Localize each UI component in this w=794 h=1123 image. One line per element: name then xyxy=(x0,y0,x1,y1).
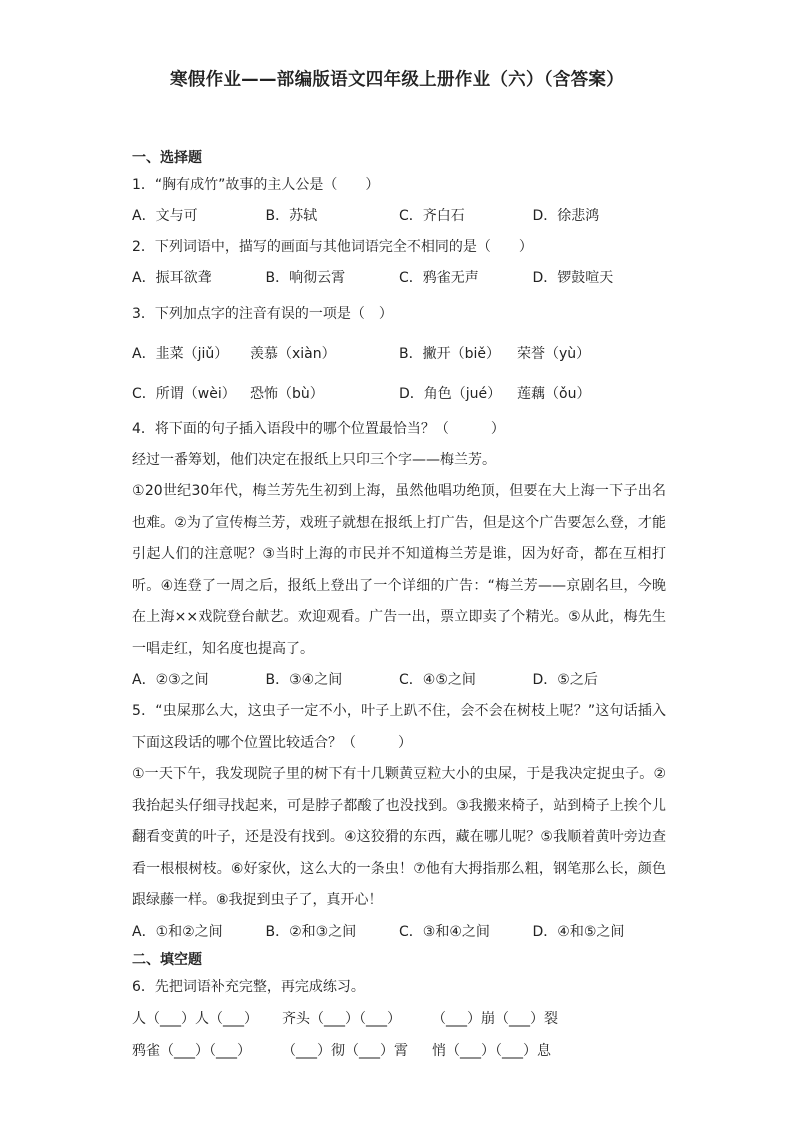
q3-option-a[interactable] xyxy=(132,334,399,374)
section-heading-choice: 一、选择题 xyxy=(132,150,202,166)
q2-option-c[interactable]: C．鸦雀无声 xyxy=(399,270,479,286)
q3-option-b-word-2: 荣誉（yù） xyxy=(517,346,591,362)
section-heading-fill: 二、填空题 xyxy=(132,951,202,968)
q5-option-b[interactable]: B．②和③之间 xyxy=(265,923,357,940)
q4-option-b[interactable]: B．③④之间 xyxy=(265,672,343,688)
q1-option-c[interactable]: C．齐白石 xyxy=(399,208,465,224)
q3-option-a-word-1: A．韭菜（jiǔ） xyxy=(132,346,229,362)
q6-blank-idiom-1[interactable]: 人（___）人（___） xyxy=(132,1010,258,1027)
q5-option-d[interactable]: D．④和⑤之间 xyxy=(532,923,625,940)
q5-option-a[interactable]: A．①和②之间 xyxy=(132,923,223,940)
question-4-stem: 4．将下面的句子插入语段中的哪个位置最恰当？（ ） xyxy=(132,421,505,437)
q6-word-row-1 xyxy=(132,1003,666,1035)
q4-option-a[interactable]: A．②③之间 xyxy=(132,672,209,688)
q3-option-b-word-1: B．撇开（biě） xyxy=(399,346,500,362)
q3-option-d-word-2: 莲藕（ǒu） xyxy=(517,386,591,402)
q4-option-c[interactable]: C．④⑤之间 xyxy=(399,672,476,688)
q3-option-a-word-2: 羡慕（xiàn） xyxy=(250,346,336,362)
q6-word-row-2 xyxy=(132,1035,666,1067)
question-4-passage-text: ①20世纪30年代，梅兰芳先生初到上海，虽然他唱功绝顶，但要在大上海一下子出名也难。②为了宣传梅兰芳，戏班子就想在报纸上打广告，但是这个广告要怎么登，才能引起人们的注意呢？③当时上海的市民并不知道梅兰芳是谁，因为好奇，都在互相打听。④连登了一周之后，报纸上登出了一个详细的广告：“梅兰芳——京剧名旦，今晚在上海××戏院登台献艺。欢迎观看。广告一出，票立即卖了个精光。⑤从此，梅先生一唱走红，知名度也提高了。 xyxy=(132,483,666,657)
q3-option-b[interactable] xyxy=(399,334,666,374)
q1-option-d[interactable]: D．徐悲鸿 xyxy=(532,208,600,224)
question-3-stem: 3．下列加点字的注音有误的一项是（ ） xyxy=(132,306,393,322)
q6-blank-idiom-2[interactable]: 齐头（___）（___） xyxy=(282,1010,401,1027)
q3-option-c[interactable] xyxy=(132,374,399,414)
q1-option-b[interactable]: B．苏轼 xyxy=(265,208,318,224)
q3-option-d[interactable] xyxy=(399,374,666,414)
worksheet-content xyxy=(132,146,666,1067)
question-1-options xyxy=(132,201,666,232)
question-5-stem: 5．“虫屎那么大，这虫子一定不小，叶子上趴不住，会不会在树枝上呢？”这句话插入下面这段话的哪个位置比较适合？（ ） xyxy=(132,703,666,751)
question-6-stem: 6．先把词语补充完整，再完成练习。 xyxy=(132,978,365,995)
question-3-options-row-1 xyxy=(132,334,666,374)
q4-option-d[interactable]: D．⑤之后 xyxy=(532,672,598,688)
q3-option-c-word-2: 恐怖（bù） xyxy=(250,386,324,402)
q6-blank-idiom-6[interactable]: 悄（___）（___）息 xyxy=(432,1042,551,1059)
q2-option-d[interactable]: D．锣鼓喧天 xyxy=(532,270,614,286)
q1-option-a[interactable]: A．文与可 xyxy=(132,208,198,224)
q5-option-c[interactable]: C．③和④之间 xyxy=(399,923,490,940)
page-title: 寒假作业——部编版语文四年级上册作业（六）（含答案） xyxy=(169,70,625,90)
question-5-options xyxy=(132,917,666,948)
question-2-options xyxy=(132,263,666,294)
question-1-stem: 1．“胸有成竹”故事的主人公是（ ） xyxy=(132,177,380,193)
q6-blank-idiom-3[interactable]: （___）崩（___）裂 xyxy=(432,1010,558,1027)
q3-option-d-word-1: D．角色（jué） xyxy=(399,386,502,402)
question-5-passage xyxy=(132,759,666,917)
q2-option-a[interactable]: A．振耳欲聋 xyxy=(132,270,212,286)
q3-option-c-word-1: C．所谓（wèi） xyxy=(132,386,236,402)
question-3-options-row-2 xyxy=(132,374,666,414)
q6-blank-idiom-4[interactable]: 鸦雀（___）（___） xyxy=(132,1042,251,1059)
q2-option-b[interactable]: B．响彻云霄 xyxy=(265,270,346,286)
question-4-passage xyxy=(132,476,666,665)
question-2-stem: 2．下列词语中，描写的画面与其他词语完全不相同的是（ ） xyxy=(132,239,533,255)
question-5-passage-text: ①一天下午，我发现院子里的树下有十几颗黄豆粒大小的虫屎，于是我决定捉虫子。②我抬起头仔细寻找起来，可是脖子都酸了也没找到。③我搬来椅子，站到椅子上挨个儿翻看变黄的叶子，还是没有找到。④这狡猾的东西，藏在哪儿呢？⑤我顺着黄叶旁边查看一根根树枝。⑥好家伙，这么大的一条虫！⑦他有大拇指那么粗，钢笔那么长，颜色跟绿藤一样。⑧我捉到虫子了，真开心！ xyxy=(132,766,666,908)
question-4-sentence: 经过一番筹划，他们决定在报纸上只印三个字——梅兰芳。 xyxy=(132,452,496,468)
question-4-options xyxy=(132,665,666,696)
q6-blank-idiom-5[interactable]: （___）彻（___）霄 xyxy=(282,1042,408,1059)
